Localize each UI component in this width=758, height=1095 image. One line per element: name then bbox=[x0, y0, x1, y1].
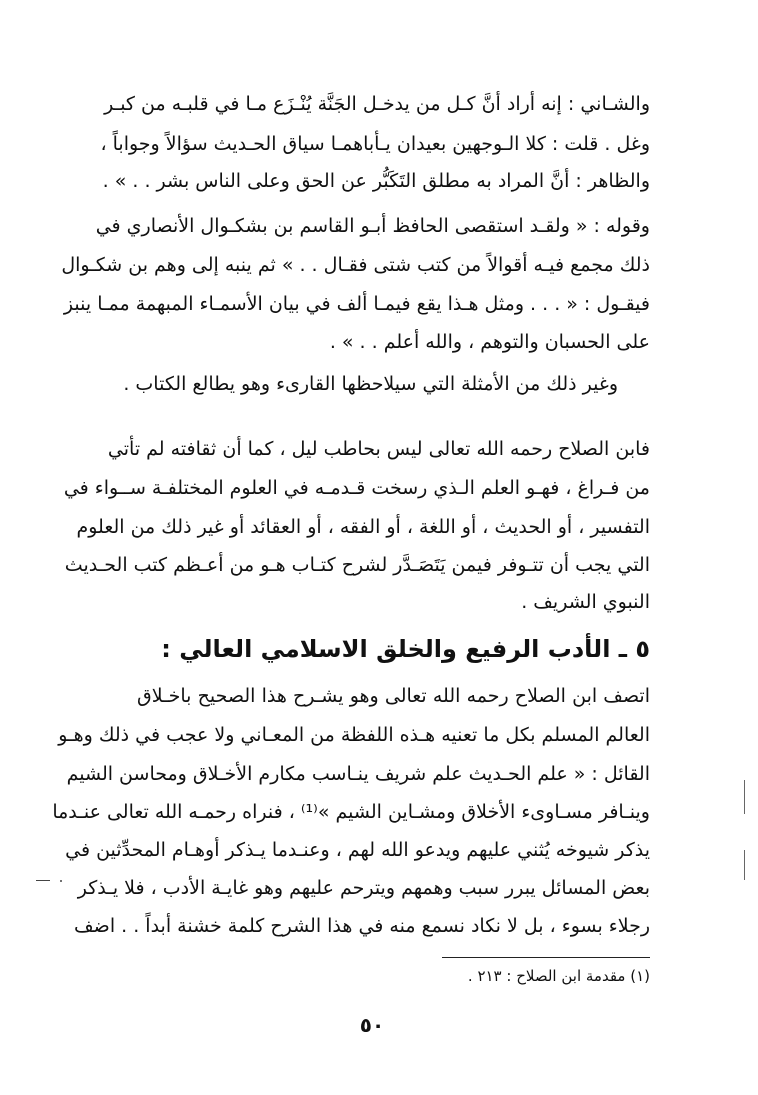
edge-tick bbox=[744, 780, 745, 814]
edge-tick bbox=[744, 850, 745, 880]
paragraph-5-line-1: اتصف ابن الصلاح رحمه الله تعالى وهو يشـرح هذا الصحيح باخـلاق bbox=[137, 685, 650, 707]
paragraph-1-line-3: والظاهر : أنَّ المراد به مطلق التَكَبُّر عن الحق وعلى الناس بشر . . » . bbox=[102, 170, 650, 192]
section-heading: ٥ ـ الأدب الرفيع والخلق الاسلامي العالي : bbox=[161, 635, 650, 663]
paragraph-4-line-4: التي يجب أن تتـوفر فيمن يَتَصَـدَّر لشرح كتـاب هـو من أعـظم كتب الحـديث bbox=[64, 554, 650, 576]
paragraph-3-line-1: وغير ذلك من الأمثلة التي سيلاحظها القارىء وهو يطالع الكتاب . bbox=[123, 373, 618, 395]
paragraph-4-line-3: التفسير ، أو الحديث ، أو اللغة ، أو الفقه ، أو العقائد أو غير ذلك من العلوم bbox=[76, 516, 650, 538]
margin-dot bbox=[60, 880, 62, 882]
footnote-separator bbox=[442, 957, 650, 958]
paragraph-4-line-5: النبوي الشريف . bbox=[521, 591, 650, 613]
paragraph-2-line-2: ذلك مجمع فيـه أقوالاً من كتب شتى فقـال . . » ثم ينبه إلى وهم بن شكـوال bbox=[61, 254, 650, 276]
paragraph-2-line-4: على الحسبان والتوهم ، والله أعلم . . » . bbox=[329, 331, 650, 353]
paragraph-5-line-7: رجلاء بسوء ، بل لا نكاد نسمع منه في هذا الشرح كلمة خشنة أبداً . . اضف bbox=[74, 915, 650, 937]
paragraph-5-line-5: يذكر شيوخه يُثني عليهم ويدعو الله لهم ، وعنـدما يـذكر أوهـام المحدِّثين في bbox=[65, 839, 650, 861]
paragraph-2-line-3: فيقـول : « . . . ومثل هـذا يقع فيمـا ألف في بيان الأسمـاء المبهمة ممـا ينبز bbox=[63, 293, 650, 315]
paragraph-1-line-1: والشـاني : إنه أراد أنَّ كـل من يدخـل الجَنَّة يُنْـزَع مـا في قلبـه من كبـر bbox=[104, 93, 650, 115]
margin-mark bbox=[36, 880, 50, 881]
paragraph-4-line-2: من فـراغ ، فهـو العلم الـذي رسخت قـدمـه في العلوم المختلفـة ســواء في bbox=[63, 477, 650, 499]
page-number: ٥٠ bbox=[359, 1013, 385, 1037]
paragraph-5-line-4: وينـافر مسـاوىء الأخلاق ومشـاين الشيم »⁽¹⁾ ، فنراه رحمـه الله تعالى عنـدما bbox=[52, 801, 650, 823]
footnote: (١) مقدمة ابن الصلاح : ٢١٣ . bbox=[467, 967, 650, 985]
paragraph-5-line-3: القائل : « علم الحـديث علم شريف ينـاسب مكارم الأخـلاق ومحاسن الشيم bbox=[66, 763, 650, 785]
paragraph-4-line-1: فابن الصلاح رحمه الله تعالى ليس بحاطب ليل ، كما أن ثقافته لم تأتي bbox=[107, 438, 650, 460]
paragraph-1-line-2: وغل . قلت : كلا الـوجهين بعيدان يـأباهمـا سياق الحـديث سؤالاً وجواباً ، bbox=[100, 133, 650, 155]
paragraph-2-line-1: وقوله : « ولقـد استقصى الحافظ أبـو القاسم بن بشكـوال الأنصاري في bbox=[95, 215, 650, 237]
paragraph-5-line-2: العالم المسلم بكل ما تعنيه هـذه اللفظة من المعـاني ولا عجب في ذلك وهـو bbox=[58, 724, 650, 746]
paragraph-5-line-6: بعض المسائل يبرر سبب وهمهم ويترحم عليهم وهو غايـة الأدب ، فلا يـذكر bbox=[77, 877, 650, 899]
